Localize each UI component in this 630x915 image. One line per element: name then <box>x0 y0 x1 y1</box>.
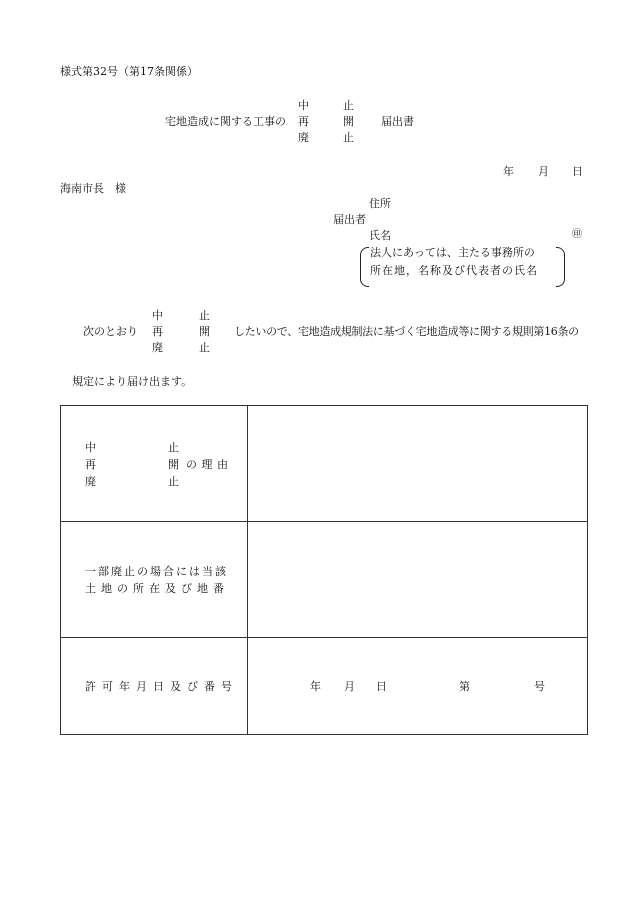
title-option-b: 止 <box>343 99 354 112</box>
body-option-a: 中 <box>152 309 163 322</box>
partial-abolition-label-cell <box>61 522 248 638</box>
body-option-b: 開 <box>199 325 210 338</box>
title-option-b: 開 <box>343 115 354 128</box>
body-suffix: したいので、宅地造成規制法に基づく宅地造成等に関する規則第16条の <box>234 325 579 338</box>
partial-abolition-line2: 土地の所在及び地番 <box>85 582 229 595</box>
table-row <box>61 638 588 735</box>
reason-option-a: 再 <box>85 458 97 471</box>
permit-number-prefix: 第 <box>459 680 471 693</box>
name-label: 氏名 <box>369 229 391 242</box>
body-option-b: 止 <box>199 341 210 354</box>
title-option-a: 廃 <box>298 131 309 144</box>
addressee: 海南市長 様 <box>60 182 126 195</box>
date-day: 日 <box>572 165 583 178</box>
date-month: 月 <box>538 165 549 178</box>
title-option-a: 中 <box>298 99 309 112</box>
title-option-b: 止 <box>343 131 354 144</box>
permit-year: 年 <box>310 680 322 693</box>
date-year: 年 <box>503 165 514 178</box>
applicant-label: 届出者 <box>333 213 366 226</box>
reason-label-cell <box>61 406 248 522</box>
permit-value-cell[interactable] <box>248 638 588 735</box>
partial-abolition-line1: 一部廃止の場合には当該 <box>85 565 228 578</box>
reason-option-b: 開 <box>168 458 180 471</box>
right-bracket <box>556 247 565 287</box>
left-bracket <box>360 247 369 287</box>
body-line2: 規定により届け出ます。 <box>72 375 193 388</box>
reason-label: の 理 由 <box>186 458 229 471</box>
form-number: 様式第32号（第17条関係） <box>60 65 198 78</box>
seal-mark: ㊞ <box>572 229 582 240</box>
table-row <box>61 406 588 522</box>
table-row <box>61 522 588 638</box>
permit-label: 許可年月日及び番号 <box>85 680 238 693</box>
reason-option-a: 中 <box>85 441 97 454</box>
body-option-a: 廃 <box>152 341 163 354</box>
note-line1: 法人にあっては、主たる事務所の <box>370 246 535 259</box>
partial-abolition-value-cell[interactable] <box>248 522 588 638</box>
permit-day: 日 <box>376 680 388 693</box>
permit-label-cell <box>61 638 248 735</box>
body-prefix: 次のとおり <box>83 325 138 338</box>
form-table <box>60 405 588 735</box>
title-prefix: 宅地造成に関する工事の <box>165 115 286 128</box>
address-label: 住所 <box>369 197 391 210</box>
body-option-b: 止 <box>199 309 210 322</box>
body-option-a: 再 <box>152 325 163 338</box>
note-line2: 所在地，名称及び代表者の氏名 <box>370 264 538 277</box>
title-option-a: 再 <box>298 115 309 128</box>
permit-month: 月 <box>344 680 356 693</box>
reason-option-b: 止 <box>168 475 180 488</box>
reason-value-cell[interactable] <box>248 406 588 522</box>
reason-option-b: 止 <box>168 441 180 454</box>
title-suffix: 届出書 <box>381 115 414 128</box>
reason-option-a: 廃 <box>85 475 97 488</box>
permit-number-suffix: 号 <box>534 680 546 693</box>
